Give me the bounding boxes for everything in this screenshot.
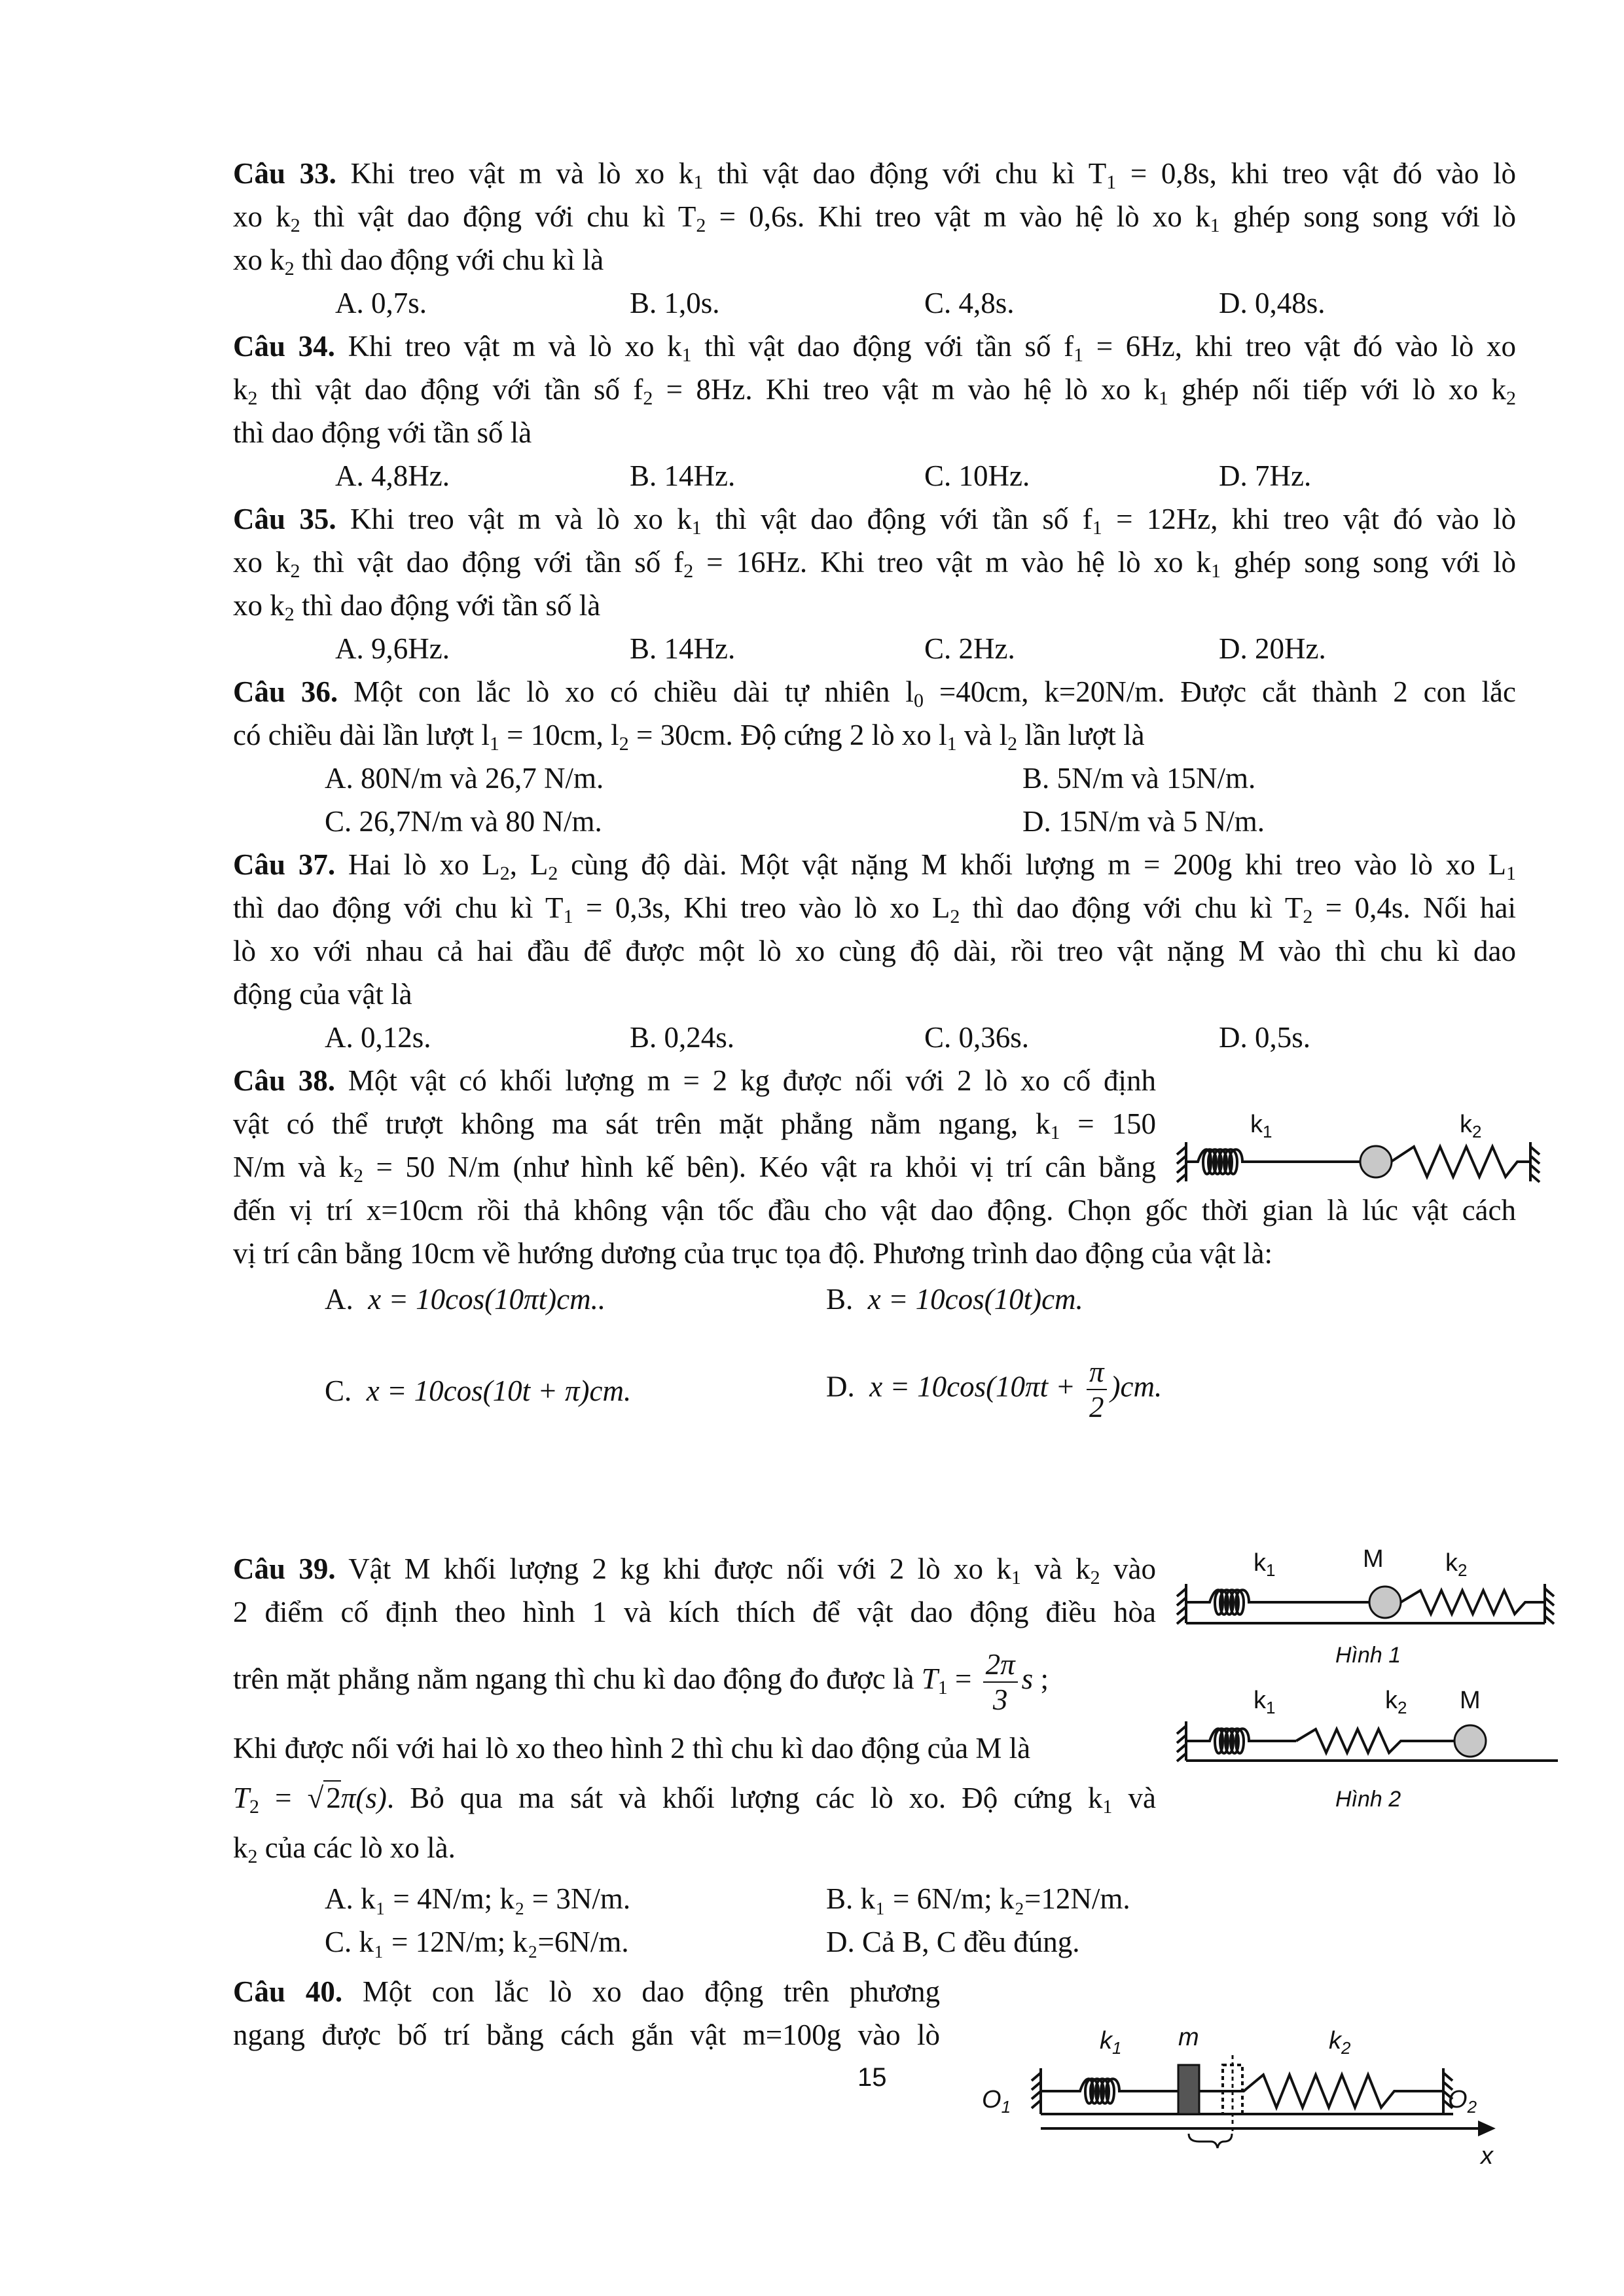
option-b: B. 14Hz. [630, 632, 736, 665]
q33-line-2: xo $k_2$ thì vật dao động với chu kì $T_2 = 0,6s$. Khi treo vật m vào hệ lò xo $k_1$ ghép song song với lò [233, 200, 1517, 236]
q38-line-2: vật có thể trượt không ma sát trên mặt phẳng nằm ngang, $k_1 = 150$ [233, 1107, 1156, 1143]
fig2-label-m: M [1460, 1687, 1481, 1714]
fig1-label-k2: $k_2$ [1445, 1549, 1468, 1580]
label-x-axis: x [1481, 2142, 1493, 2166]
question-label: Câu 33. [233, 157, 336, 190]
mass-ball-fig2 [1454, 1725, 1486, 1757]
q35-line-2: xo $k_2$ thì vật dao động với tần số $f_2 = 16Hz$. Khi treo vật m vào hệ lò xo $k_1$ ghép song song với lò [233, 546, 1516, 582]
option-d: D. 7Hz. [1219, 459, 1312, 492]
option-c: C. 2Hz. [924, 632, 1015, 665]
fraction: $\frac{\pi}{2}$ [1087, 1355, 1107, 1424]
q37-line-3: lò xo với nhau cả hai đầu để được một lò xo cùng độ dài, rồi treo vật nặng M vào thì chu kì dao [233, 935, 1516, 967]
label-k1: $k_1$ [1250, 1111, 1272, 1141]
label-k2: $k_2$ [1460, 1111, 1482, 1141]
option-d: D. Cả B, C đều đúng. [826, 1926, 1080, 1958]
q35-line-3: xo $k_2$ thì dao động với tần số là [233, 589, 601, 625]
option-b: B. k₁ = 6N/m; k₂=12N/m. [826, 1882, 1130, 1915]
mass-ball [1360, 1146, 1392, 1177]
label-m: m [1178, 2024, 1199, 2051]
q39-line-1: Câu 39. Vật M khối lượng 2 kg khi được nối với 2 lò xo $k_1$ và $k_2$ vào [233, 1552, 1156, 1588]
q33-line-1: Câu 33. Khi treo vật m và lò xo $k_1$ thì vật dao động với chu kì $T_1 = 0,8s$, khi treo vật đó vào lò [233, 157, 1516, 193]
option-a: A. 0,12s. [325, 1021, 431, 1054]
q39-line-5: $T_2 = √2\pi(s)$. Bỏ qua ma sát và khối lượng các lò xo. Độ cứng $k_1$ và [233, 1782, 1156, 1818]
option-b: B. 14Hz. [630, 459, 736, 492]
page-number: 15 [857, 2063, 887, 2092]
q39-spring-figures [1172, 1525, 1578, 1839]
question-label: Câu 39. [233, 1552, 336, 1585]
q38-line-5: vị trí cân bằng 10cm về hướng dương của trục tọa độ. Phương trình dao động của vật là: [233, 1237, 1272, 1270]
option-c: C. x = 10cos(10t + π)cm. [325, 1374, 632, 1407]
q39-line-6: $k_2$ của các lò xo là. [233, 1831, 456, 1867]
option-b: B. 0,24s. [630, 1021, 735, 1054]
q33-options [0, 281, 1624, 325]
q34-line-3: thì dao động với tần số là [233, 416, 532, 449]
option-d: D. 20Hz. [1219, 632, 1326, 665]
fig1-label-k1: $k_1$ [1254, 1549, 1276, 1580]
q39-line-4: Khi được nối với hai lò xo theo hình 2 thì chu kì dao động của M là [233, 1732, 1031, 1765]
q38-options-row-1 [0, 1278, 1624, 1321]
mass-block [1178, 2065, 1199, 2114]
question-label: Câu 38. [233, 1064, 336, 1097]
option-c: C. 4,8s. [924, 287, 1015, 319]
q36-options [0, 757, 1624, 843]
q37-options [0, 1016, 1624, 1059]
label-k2: $k_2$ [1329, 2027, 1351, 2058]
q37-line-1: Câu 37. Hai lò xo $L_2$, $L_2$ cùng độ dài. Một vật nặng M khối lượng m = 200g khi treo vào lò xo $L_1$ [233, 848, 1516, 884]
q40-line-2: ngang được bố trí bằng cách gắn vật m=100g vào lò [233, 2018, 940, 2051]
fraction: $\frac{2\pi}{3}$ [983, 1647, 1018, 1717]
q34-line-1: Câu 34. Khi treo vật m và lò xo $k_1$ thì vật dao động với tần số $f_1 = 6Hz$, khi treo vật đó vào lò xo [233, 330, 1517, 366]
q38-spring-figure [1172, 1100, 1551, 1191]
option-c: C. k₁ = 12N/m; k₂=6N/m. [325, 1926, 629, 1958]
label-k1: $k_1$ [1100, 2027, 1122, 2058]
label-o2: $O_2$ [1448, 2086, 1477, 2117]
option-c: C. 26,7N/m và 80 N/m. [325, 805, 602, 838]
q37-line-4: động của vật là [233, 978, 412, 1011]
option-a: A. 80N/m và 26,7 N/m. [325, 762, 604, 795]
q39-options [0, 1877, 1624, 1964]
q40-line-1: Câu 40. Một con lắc lò xo dao động trên phương [233, 1975, 940, 2008]
option-d: D. 15N/m và 5 N/m. [1022, 805, 1265, 838]
q39-line-2: 2 điểm cố định theo hình 1 và kích thích để vật dao động điều hòa [233, 1596, 1156, 1628]
fig1-caption: Hình 1 [1335, 1643, 1401, 1668]
question-label: Câu 35. [233, 503, 336, 535]
option-b: B. 5N/m và 15N/m. [1022, 762, 1256, 795]
q34-line-2: $k_2$ thì vật dao động với tần số $f_2 = 8Hz$. Khi treo vật m vào hệ lò xo $k_1$ ghép nối tiếp với lò xo $k_2$ [233, 373, 1516, 409]
q38-line-3: N/m và $k_2 = 50$ N/m (như hình kế bên). Kéo vật ra khỏi vị trí cân bằng [233, 1151, 1156, 1187]
option-a: A. 4,8Hz. [335, 459, 450, 492]
fig2-label-k1: $k_1$ [1254, 1687, 1276, 1717]
option-c: C. 10Hz. [924, 459, 1030, 492]
q33-line-3: xo $k_2$ thì dao động với chu kì là [233, 243, 604, 279]
option-d: D. 0,5s. [1219, 1021, 1311, 1054]
q37-line-2: thì dao động với chu kì $T_1 = 0,3s$, Khi treo vào lò xo $L_2$ thì dao động với chu kì $T_2 = 0,4s$. Nối hai [233, 891, 1516, 927]
label-o1: $O_1$ [982, 2086, 1011, 2117]
fig2-label-k2: $k_2$ [1385, 1687, 1407, 1717]
q39-line-3: trên mặt phẳng nằm ngang thì chu kì dao động đo được là $T_1$ = $\frac{2\pi}{3}$ s ; [233, 1647, 1049, 1716]
q36-line-1: Câu 36. Một con lắc lò xo có chiều dài tự nhiên $l_0 =40cm$, k=20N/m. Được cắt thành 2 con lắc [233, 675, 1516, 711]
fig1-label-m: M [1363, 1545, 1384, 1573]
q34-options [0, 454, 1624, 497]
option-a: A. 0,7s. [335, 287, 427, 319]
question-label: Câu 40. [233, 1975, 343, 2008]
q38-options-row-2 [0, 1355, 1624, 1427]
q35-options [0, 627, 1624, 670]
question-label: Câu 37. [233, 848, 336, 881]
question-label: Câu 34. [233, 330, 335, 363]
option-a: A. k₁ = 4N/m; k₂ = 3N/m. [325, 1882, 631, 1915]
fig2-caption: Hình 2 [1335, 1787, 1401, 1812]
q35-line-1: Câu 35. Khi treo vật m và lò xo $k_1$ thì vật dao động với tần số $f_1 = 12Hz$, khi treo vật đó vào lò [233, 503, 1516, 539]
option-d: D. x = 10cos(10πt + $\frac{\pi}{2}$ )cm. [826, 1355, 1163, 1424]
q38-line-4: đến vị trí x=10cm rồi thả không vận tốc đầu cho vật dao động. Chọn gốc thời gian là lúc vật cách [233, 1194, 1516, 1227]
option-c: C. 0,36s. [924, 1021, 1030, 1054]
q40-spring-figure [982, 2016, 1519, 2166]
q38-line-1: Câu 38. Một vật có khối lượng m = 2 kg được nối với 2 lò xo cố định [233, 1064, 1156, 1097]
option-b: B. x = 10cos(10t)cm. [826, 1283, 1083, 1316]
mass-ball-fig1 [1369, 1587, 1401, 1618]
option-a: A. x = 10cos(10πt)cm.. [325, 1283, 606, 1316]
option-a: A. 9,6Hz. [335, 632, 450, 665]
option-b: B. 1,0s. [630, 287, 720, 319]
question-label: Câu 36. [233, 675, 338, 708]
q36-line-2: có chiều dài lần lượt $l_1 = 10cm$, $l_2 = 30cm$. Độ cứng 2 lò xo $l_1$ và $l_2$ lần lượt là [233, 719, 1145, 755]
option-d: D. 0,48s. [1219, 287, 1326, 319]
